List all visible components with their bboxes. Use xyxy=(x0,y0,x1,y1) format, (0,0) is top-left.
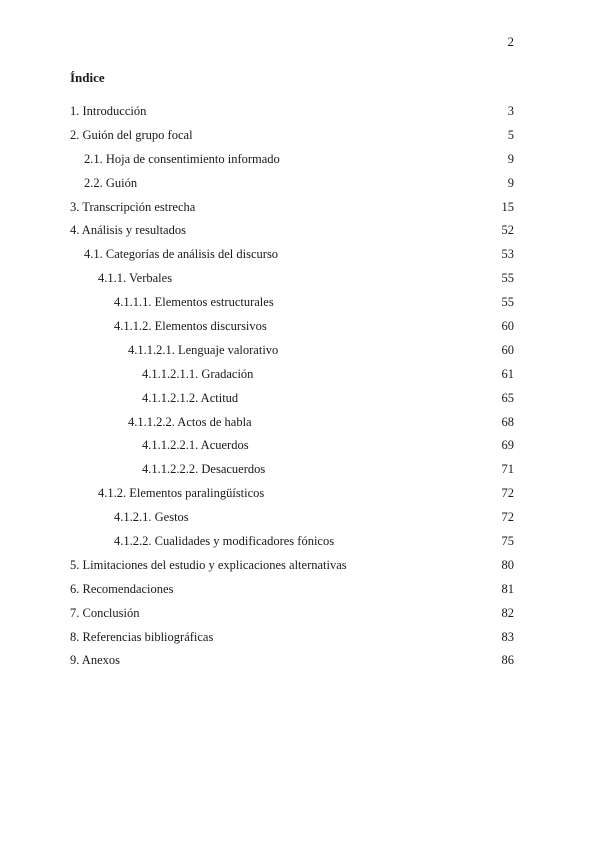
toc-entry-label: 4. Análisis y resultados xyxy=(70,223,186,238)
toc-entry[interactable] xyxy=(70,434,514,458)
toc-entry-page: 81 xyxy=(501,581,514,596)
toc-entry-label: 4.1.1.2.1. Lenguaje valorativo xyxy=(128,342,279,357)
toc-entry-label: 4.1.2. Elementos paralingüísticos xyxy=(98,486,265,501)
toc-entry-page: 60 xyxy=(501,342,514,357)
toc-entry[interactable] xyxy=(70,530,514,554)
toc-entry-page: 55 xyxy=(501,271,514,286)
toc-entry-page: 83 xyxy=(501,629,514,644)
toc-entry-label: 3. Transcripción estrecha xyxy=(70,199,196,214)
toc-entry[interactable] xyxy=(70,243,514,267)
toc-entry-label: 9. Anexos xyxy=(70,653,120,668)
toc-title: Índice xyxy=(70,70,105,85)
toc-entry-page: 9 xyxy=(507,151,514,166)
toc-entry-label: 4.1.1.2.1.1. Gradación xyxy=(142,366,254,381)
toc-entry-label: 2. Guión del grupo focal xyxy=(70,127,193,142)
toc-entry-page: 5 xyxy=(507,127,514,142)
toc-entry[interactable] xyxy=(70,148,514,172)
toc-entry-label: 2.2. Guión xyxy=(84,175,138,190)
toc-entry-label: 4.1.1.2.2.2. Desacuerdos xyxy=(142,462,266,477)
toc-entry-page: 75 xyxy=(501,534,514,549)
toc-entry-label: 2.1. Hoja de consentimiento informado xyxy=(84,151,280,166)
toc-entry-page: 71 xyxy=(501,462,514,477)
toc-entry-label: 4.1.1.1. Elementos estructurales xyxy=(114,295,274,310)
toc-entry[interactable] xyxy=(70,458,514,482)
toc-entry-page: 55 xyxy=(501,295,514,310)
toc-entry-page: 86 xyxy=(501,653,514,668)
toc-entry-label: 4.1.1.2.2. Actos de habla xyxy=(128,414,252,429)
toc-entry-page: 61 xyxy=(501,366,514,381)
toc-entry-label: 4.1. Categorías de análisis del discurso xyxy=(84,247,279,262)
toc-entry[interactable] xyxy=(70,554,514,578)
toc-entry[interactable] xyxy=(70,196,514,220)
toc-entry[interactable] xyxy=(70,363,514,387)
toc-entry-label: 4.1.1.2.1.2. Actitud xyxy=(142,390,239,405)
toc-entry-page: 72 xyxy=(501,486,514,501)
toc-entry[interactable] xyxy=(70,172,514,196)
toc-entry[interactable] xyxy=(70,267,514,291)
toc-entry-page: 65 xyxy=(501,390,514,405)
toc-entry-page: 72 xyxy=(501,510,514,525)
toc-entry-label: 4.1.1.2. Elementos discursivos xyxy=(114,319,267,334)
page-number: 2 xyxy=(507,34,514,49)
toc-entry-label: 4.1.2.2. Cualidades y modificadores fónicos xyxy=(114,534,335,549)
toc-entry[interactable] xyxy=(70,649,514,673)
toc-entry-page: 69 xyxy=(501,438,514,453)
toc-entry[interactable] xyxy=(70,387,514,411)
toc-entry-page: 15 xyxy=(501,199,514,214)
toc-entry[interactable] xyxy=(70,339,514,363)
toc-entry-label: 7. Conclusión xyxy=(70,605,140,620)
toc-entry-label: 4.1.2.1. Gestos xyxy=(114,510,189,525)
toc-entry-page: 60 xyxy=(501,319,514,334)
toc-entry[interactable] xyxy=(70,219,514,243)
toc-entry[interactable] xyxy=(70,315,514,339)
toc-entry-label: 5. Limitaciones del estudio y explicaciones alternativas xyxy=(70,557,347,572)
toc-entry-page: 68 xyxy=(501,414,514,429)
toc-entry[interactable] xyxy=(70,124,514,148)
toc-entry[interactable] xyxy=(70,578,514,602)
toc-entry-label: 4.1.1.2.2.1. Acuerdos xyxy=(142,438,249,453)
toc-entry[interactable] xyxy=(70,602,514,626)
toc-entry-label: 4.1.1. Verbales xyxy=(98,271,173,286)
toc-entry[interactable] xyxy=(70,411,514,435)
toc-entry[interactable] xyxy=(70,482,514,506)
table-of-contents xyxy=(70,100,514,673)
toc-entry-page: 9 xyxy=(507,175,514,190)
toc-entry-page: 53 xyxy=(501,247,514,262)
toc-entry-label: 8. Referencias bibliográficas xyxy=(70,629,214,644)
toc-entry-page: 82 xyxy=(501,605,514,620)
toc-entry[interactable] xyxy=(70,506,514,530)
toc-entry-page: 80 xyxy=(501,557,514,572)
toc-entry[interactable] xyxy=(70,100,514,124)
toc-entry-page: 3 xyxy=(507,104,514,118)
toc-entry-label: 6. Recomendaciones xyxy=(70,581,174,596)
toc-entry-label: 1. Introducción xyxy=(70,104,147,118)
toc-entry[interactable] xyxy=(70,291,514,315)
toc-entry[interactable] xyxy=(70,626,514,650)
toc-entry-page: 52 xyxy=(501,223,514,238)
